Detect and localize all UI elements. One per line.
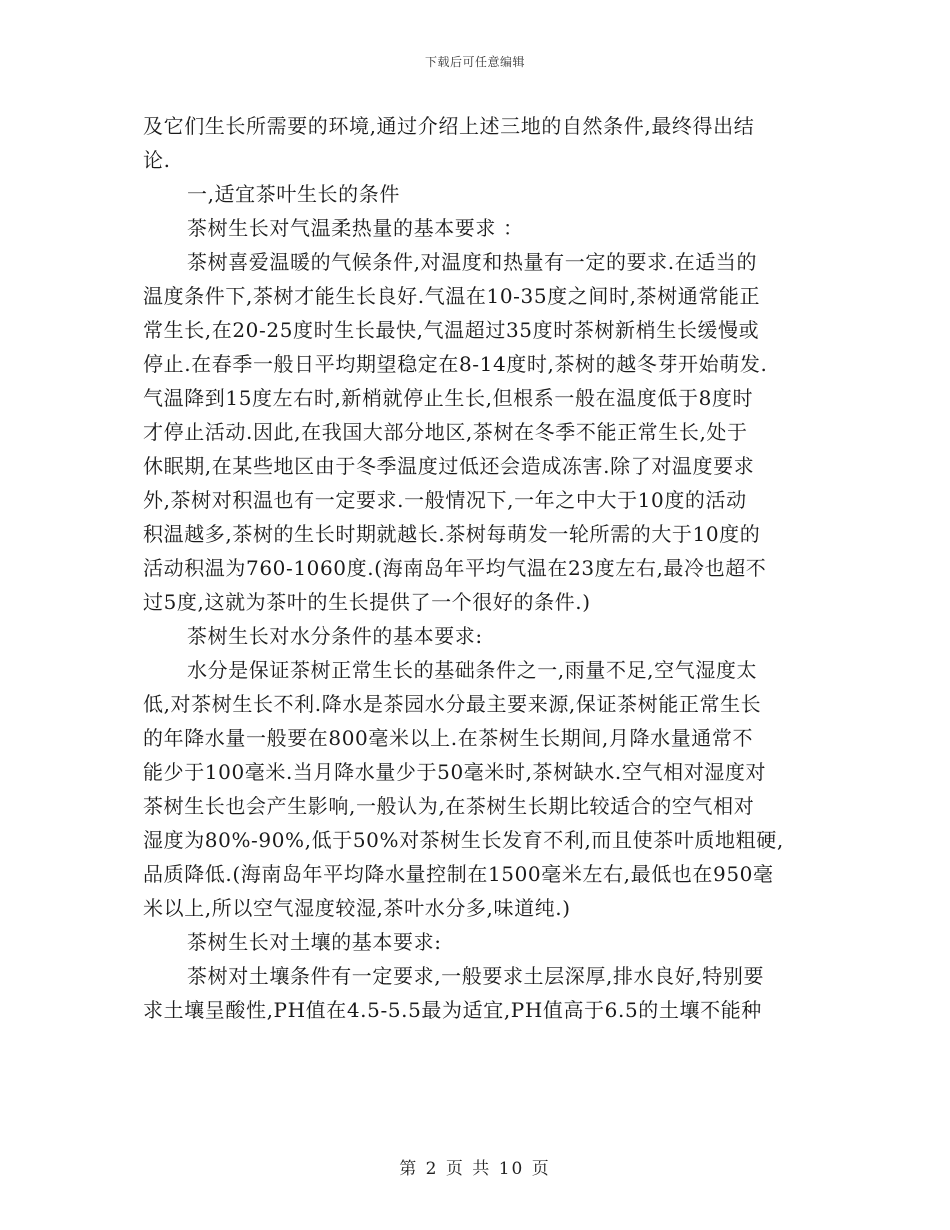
text-line: 停止.在春季一般日平均期望稳定在8-14度时,茶树的越冬芽开始萌发. — [143, 352, 768, 376]
text-line: 求土壤呈酸性,PH值在4.5-5.5最为适宜,PH值高于6.5的土壤不能种 — [143, 998, 762, 1022]
text-line: 能少于100毫米.当月降水量少于50毫米时,茶树缺水.空气相对湿度对 — [143, 760, 767, 784]
text-line: 茶树生长也会产生影响,一般认为,在茶树生长期比较适合的空气相对 — [143, 794, 755, 818]
text-line: 一,适宜茶叶生长的条件 — [187, 182, 400, 206]
text-line: 茶树生长对水分条件的基本要求: — [187, 624, 483, 648]
text-line: 的年降水量一般要在800毫米以上.在茶树生长期间,月降水量通常不 — [143, 726, 754, 750]
text-line: 积温越多,茶树的生长时期就越长.茶树每萌发一轮所需的大于10度的 — [143, 522, 761, 546]
text-line: 品质降低.(海南岛年平均降水量控制在1500毫米左右,最低也在950毫 — [143, 862, 774, 886]
text-line: 茶树生长对气温柔热量的基本要求 ： — [187, 216, 524, 240]
text-line: 气温降到15度左右时,新梢就停止生长,但根系一般在温度低于8度时 — [143, 386, 754, 410]
text-line: 湿度为80%-90%,低于50%对茶树生长发育不利,而且使茶叶质地粗硬, — [143, 828, 784, 852]
text-line: 米以上,所以空气湿度较湿,茶叶水分多,味道纯.) — [143, 896, 571, 920]
text-line: 活动积温为760-1060度.(海南岛年平均气温在23度左右,最冷也超不 — [143, 556, 767, 580]
document-body — [143, 109, 815, 1027]
text-line: 水分是保证茶树正常生长的基础条件之一,雨量不足,空气湿度太 — [187, 658, 758, 682]
text-line: 茶树对土壤条件有一定要求,一般要求土层深厚,排水良好,特别要 — [187, 964, 765, 988]
text-line: 温度条件下,茶树才能生长良好.气温在10-35度之间时,茶树通常能正 — [143, 284, 761, 308]
text-line: 茶树喜爱温暖的气候条件,对温度和热量有一定的要求.在适当的 — [187, 250, 758, 274]
text-line: 论. — [143, 148, 171, 172]
text-line: 及它们生长所需要的环境,通过介绍上述三地的自然条件,最终得出结 — [143, 114, 755, 138]
text-line: 休眠期,在某些地区由于冬季温度过低还会造成冻害.除了对温度要求 — [143, 454, 755, 478]
page-number-footer: 第 2 页 共 10 页 — [399, 1159, 551, 1179]
text-line: 低,对茶树生长不利.降水是茶园水分最主要来源,保证茶树能正常生长 — [143, 692, 762, 716]
page-header: 下载后可任意编辑 — [424, 55, 525, 69]
text-line: 才停止活动.因此,在我国大部分地区,茶树在冬季不能正常生长,处于 — [143, 420, 748, 444]
text-line: 过5度,这就为茶叶的生长提供了一个很好的条件.) — [143, 590, 591, 614]
text-line: 外,茶树对积温也有一定要求.一般情况下,一年之中大于10度的活动 — [143, 488, 747, 512]
text-line: 茶树生长对土壤的基本要求: — [187, 930, 442, 954]
text-line: 常生长,在20-25度时生长最快,气温超过35度时茶树新梢生长缓慢或 — [143, 318, 760, 342]
